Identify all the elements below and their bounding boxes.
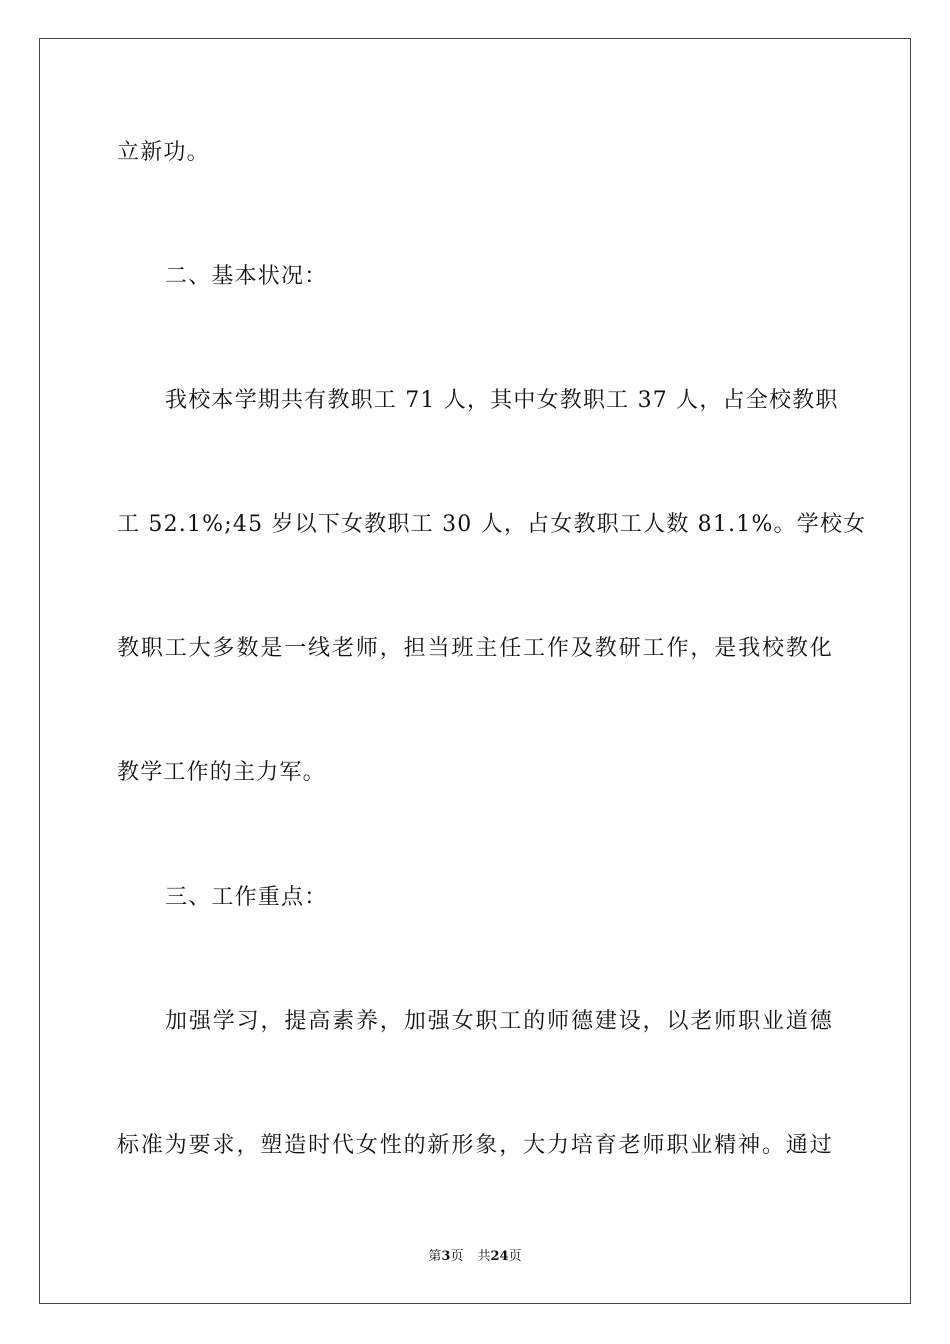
footer-page-suffix: 页 <box>450 1249 464 1264</box>
text-line-1: 立新功。 <box>117 140 210 165</box>
footer-total-pages: 24 <box>490 1249 509 1264</box>
page-footer <box>0 1245 950 1264</box>
text-line-3: 我校本学期共有教职工 71 人，其中女教职工 37 人，占全校教职 <box>165 388 839 413</box>
text-line-8: 加强学习，提高素养，加强女职工的师德建设，以老师职业道德 <box>165 1009 833 1034</box>
footer-total-suffix: 页 <box>508 1249 522 1264</box>
section-heading-work-focus: 三、工作重点： <box>165 885 328 910</box>
text-line-4: 工 52.1%;45 岁以下女教职工 30 人，占女教职工人数 81.1%。学校女 <box>117 512 867 537</box>
footer-total-prefix: 共 <box>477 1249 491 1264</box>
text-line-9: 标准为要求，塑造时代女性的新形象，大力培育老师职业精神。通过 <box>117 1133 833 1158</box>
text-line-5: 教职工大多数是一线老师，担当班主任工作及教研工作，是我校教化 <box>117 636 833 661</box>
footer-page-prefix: 第 <box>428 1249 442 1264</box>
section-heading-basic-status: 二、基本状况： <box>165 264 328 289</box>
footer-page-number: 3 <box>441 1249 451 1264</box>
page-frame <box>39 38 911 1304</box>
text-line-6: 教学工作的主力军。 <box>117 760 326 785</box>
